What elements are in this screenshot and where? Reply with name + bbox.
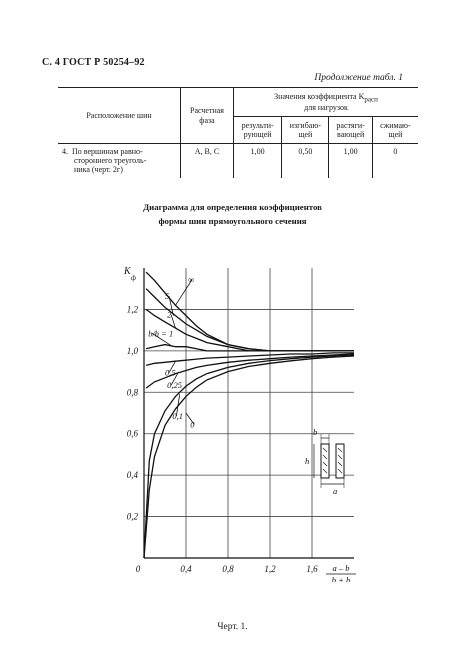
x-tick-label: 0 (135, 564, 141, 574)
inset-label-h: h (305, 456, 310, 466)
y-tick-label: 0,8 (126, 387, 138, 398)
y-axis-label: K (124, 266, 131, 277)
inset-bar-right (336, 444, 344, 478)
series-label: 0,25 (167, 380, 182, 391)
row-location: 4. По вершинам равно- стороннего треуголь- ника (черт. 2г) (62, 147, 147, 175)
y-tick-label: 1,0 (126, 345, 138, 356)
table-header-row (58, 88, 418, 117)
y-tick-label: 1,2 (126, 304, 138, 315)
row-value-bending: 0,50 (282, 144, 329, 178)
col-phase-header: Расчетная фаза (181, 88, 234, 144)
y-axis-label-subscript: ф (131, 274, 136, 282)
x-tick-label: 1,6 (306, 564, 318, 574)
row-value-tension: 1,00 (329, 144, 372, 178)
diagram-title-line-1: Диаграмма для определения коэффициентов (143, 202, 322, 212)
sub-header-compression: сжимаю- щей (372, 117, 418, 144)
x-axis-label-numerator: a – b (332, 563, 350, 573)
row-value-compression: 0 (372, 144, 418, 178)
series-label: 0,5 (165, 367, 176, 378)
col-location-header: Расположение шин (58, 88, 181, 144)
y-tick-label: 0,4 (126, 470, 138, 481)
x-tick-label: 1,2 (264, 564, 276, 574)
series-line (146, 309, 354, 351)
x-tick-label: 0,8 (222, 564, 234, 574)
series-label: b/h = 1 (148, 328, 174, 339)
series-line (146, 289, 354, 351)
y-tick-label: 0,6 (126, 428, 138, 439)
table-continuation-note: Продолжение табл. 1 (314, 73, 403, 83)
coefficient-table (58, 87, 418, 178)
col-group-header: Значения коэффициента $K_{расп}$ для нагрузок (234, 88, 419, 117)
series-line (146, 345, 354, 351)
row-value-resulting: 1,00 (234, 144, 282, 178)
sub-header-resulting: результи- рующей (234, 117, 282, 144)
series-label: 5 (165, 291, 170, 302)
row-phase: А, В, С (181, 144, 234, 178)
inset-bar-left (321, 444, 329, 478)
sub-header-tension: растяги- вающей (329, 117, 372, 144)
y-tick-label: 0,2 (126, 511, 138, 522)
series-label: ∞ (188, 274, 195, 285)
inset-label-a: a (333, 486, 338, 496)
figure-caption: Черт. 1. (217, 622, 248, 632)
shape-coefficient-chart (86, 252, 386, 582)
series-label: 0,1 (172, 411, 183, 422)
x-axis-label-denominator: b + h (331, 575, 351, 582)
table-row (58, 144, 418, 178)
series-label: 2 (167, 309, 172, 320)
series-line (146, 272, 354, 351)
sub-header-bending: изгибаю- щей (282, 117, 329, 144)
x-tick-label: 0,4 (180, 564, 192, 574)
inset-label-b: b (313, 427, 318, 437)
page-header: С. 4 ГОСТ Р 50254–92 (42, 57, 145, 68)
diagram-title-line-2: формы шин прямоугольного сечения (158, 216, 307, 226)
series-label: 0 (190, 419, 195, 430)
